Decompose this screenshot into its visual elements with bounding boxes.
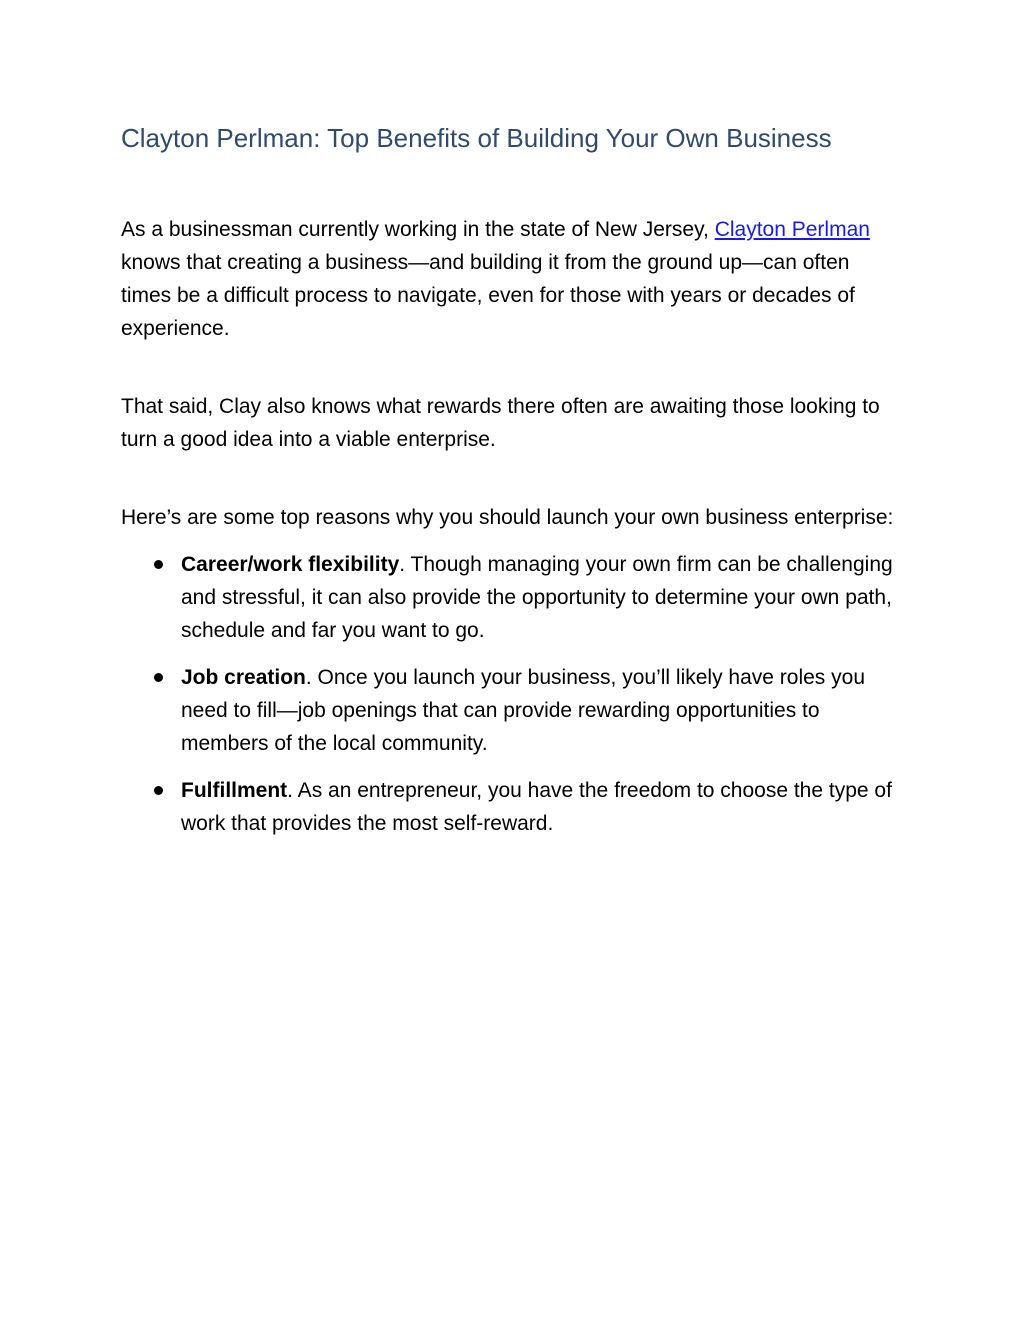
list-item: [121, 774, 901, 840]
rewards-paragraph: That said, Clay also knows what rewards there often are awaiting those looking to turn a good idea into a viable enterprise.: [121, 395, 880, 451]
list-item-term: Fulfillment: [181, 779, 288, 802]
list-item-text: . Once you launch your business, you’ll likely have roles you need to fill—job openings that can provide rewarding opportunities to members of the local community.: [181, 666, 865, 755]
list-item-term: Job creation: [181, 666, 306, 689]
intro-text-before-link: As a businessman currently working in the state of New Jersey,: [121, 218, 715, 241]
intro-text-after-link: knows that creating a business—and building it from the ground up—can often times be a difficult process to navigate, even for those with years or decades of experience.: [121, 251, 855, 340]
intro-paragraph: [121, 213, 901, 345]
clayton-perlman-link[interactable]: Clayton Perlman: [714, 218, 870, 241]
reasons-list: [121, 548, 901, 840]
document-page: [121, 118, 901, 854]
reasons-intro-paragraph: Here’s are some top reasons why you should launch your own business enterprise:: [121, 506, 894, 529]
bullet-dot-icon: [154, 560, 163, 569]
list-item-text: . Though managing your own firm can be challenging and stressful, it can also provide the opportunity to determine your own path, schedule and far you want to go.: [181, 553, 893, 642]
list-item: [121, 661, 901, 760]
list-item-term: Career/work flexibility: [181, 553, 400, 576]
list-item: [121, 548, 901, 647]
list-item-text: . As an entrepreneur, you have the freedom to choose the type of work that provides the most self-reward.: [181, 779, 892, 835]
bullet-dot-icon: [154, 786, 163, 795]
page-title: Clayton Perlman: Top Benefits of Building Your Own Business: [121, 123, 832, 153]
bullet-dot-icon: [154, 673, 163, 682]
